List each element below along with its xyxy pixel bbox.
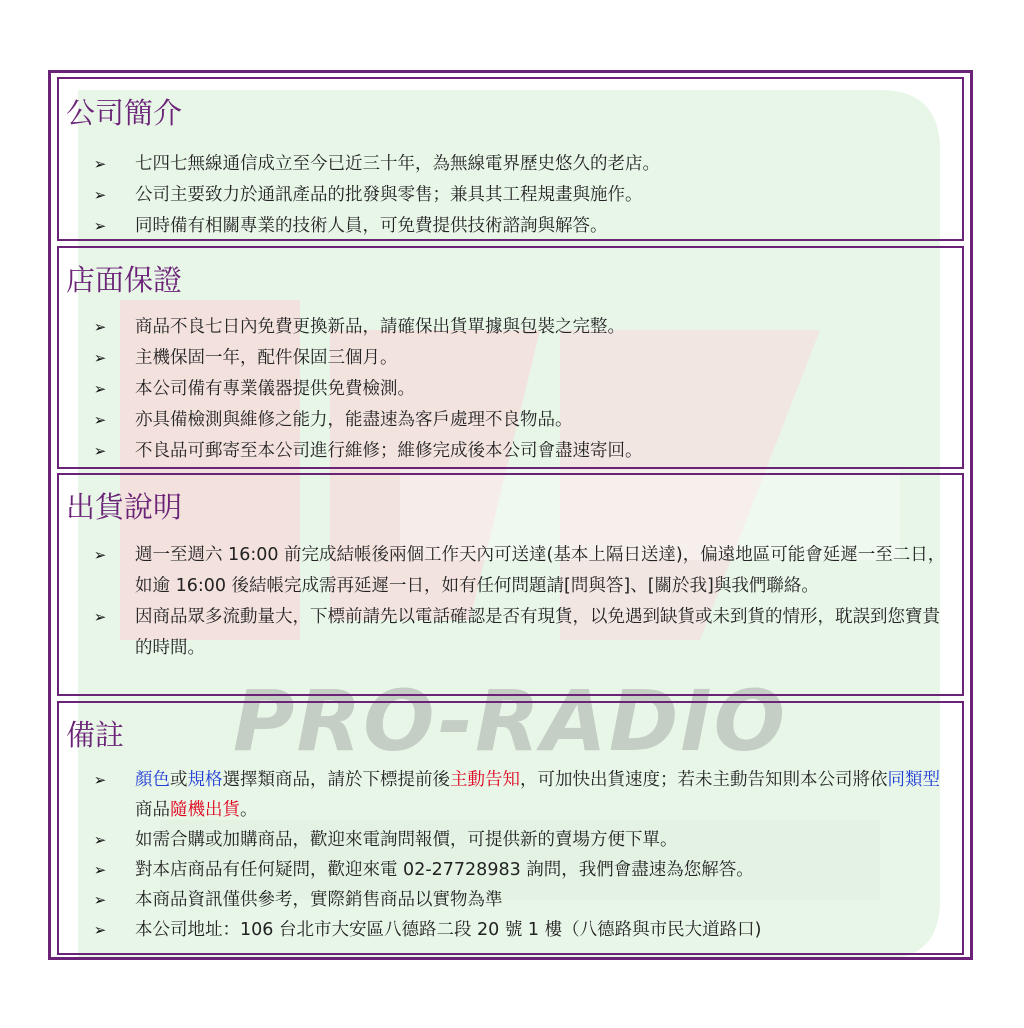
item-list (59, 312, 962, 467)
text-speed: ，可加快出貨速度；若未主動告知則本公司將依 (520, 770, 888, 790)
item-text: 七四七無線通信成立至今已近三十年，為無線電界歷史悠久的老店。 (135, 154, 660, 174)
item-text: 因商品眾多流動量大，下標前請先以電話確認是否有現貨，以免遇到缺貨或未到貨的情形，耽誤到您寶貴的時間。 (135, 607, 940, 658)
list-item (59, 855, 962, 885)
bullet-arrow-icon: ➢ (93, 318, 107, 336)
highlight-notify: 主動告知 (450, 770, 520, 790)
bullet-arrow-icon: ➢ (93, 155, 107, 173)
section-title: 出貨說明 (66, 490, 183, 524)
watermark-text: PRO-RADIO (232, 672, 788, 770)
rich-item-text (135, 770, 940, 820)
section-company-intro (57, 77, 964, 241)
bullet-arrow-icon: ➢ (93, 349, 107, 367)
bullet-arrow-icon: ➢ (93, 861, 107, 879)
item-list (59, 540, 962, 664)
list-item (59, 374, 962, 405)
text-select-products: 選擇類商品，請於下標提前後 (222, 770, 450, 790)
section-title: 公司簡介 (66, 96, 183, 130)
bullet-arrow-icon: ➢ (93, 186, 107, 204)
list-item (59, 915, 962, 945)
item-text: 公司主要致力於通訊產品的批發與零售；兼具其工程規畫與施作。 (135, 185, 643, 205)
bullet-arrow-icon: ➢ (93, 411, 107, 429)
info-frame (48, 70, 973, 960)
bullet-arrow-icon: ➢ (93, 546, 107, 564)
section-title: 備註 (66, 718, 125, 752)
section-store-guarantee (57, 246, 964, 469)
list-item (59, 825, 962, 855)
list-item (59, 180, 962, 211)
item-text: 不良品可郵寄至本公司進行維修；維修完成後本公司會盡速寄回。 (135, 441, 643, 461)
item-text: 對本店商品有任何疑問，歡迎來電 02-27728983 詢問，我們會盡速為您解答。 (135, 860, 754, 880)
item-text: 如需合購或加購商品，歡迎來電詢問報價，可提供新的賣場方便下單。 (135, 830, 678, 850)
section-notes (57, 701, 964, 955)
list-item (59, 765, 962, 825)
list-item (59, 149, 962, 180)
list-item (59, 343, 962, 374)
list-item (59, 885, 962, 915)
bullet-arrow-icon: ➢ (93, 831, 107, 849)
bullet-arrow-icon: ➢ (93, 891, 107, 909)
bullet-arrow-icon: ➢ (93, 217, 107, 235)
item-text: 週一至週六 16:00 前完成結帳後兩個工作天內可送達(基本上隔日送達)，偏遠地區可能會延遲一至二日，如逾 16:00 後結帳完成需再延遲一日，如有任何問題請[問與答]、[關於我]與我們聯絡。 (135, 545, 946, 596)
list-item (59, 405, 962, 436)
highlight-same-type: 同類型 (887, 770, 940, 790)
list-item (59, 211, 962, 242)
item-text: 本公司地址：106 台北市大安區八德路二段 20 號 1 樓（八德路與市民大道路口) (135, 920, 762, 940)
list-item (59, 540, 962, 602)
list-item (59, 312, 962, 343)
bullet-arrow-icon: ➢ (93, 608, 107, 626)
bullet-arrow-icon: ➢ (93, 921, 107, 939)
item-text: 商品不良七日內免費更換新品，請確保出貨單據與包裝之完整。 (135, 317, 625, 337)
bullet-arrow-icon: ➢ (93, 771, 107, 789)
bullet-arrow-icon: ➢ (93, 380, 107, 398)
item-text: 亦具備檢測與維修之能力，能盡速為客戶處理不良物品。 (135, 410, 573, 430)
section-title: 店面保證 (66, 263, 183, 297)
highlight-color: 顏色 (135, 770, 170, 790)
section-shipping-info (57, 473, 964, 696)
list-item (59, 602, 962, 664)
text-or: 或 (170, 770, 188, 790)
item-text: 同時備有相關專業的技術人員，可免費提供技術諮詢與解答。 (135, 216, 608, 236)
item-text: 本商品資訊僅供參考，實際銷售商品以實物為準 (135, 890, 503, 910)
list-item (59, 436, 962, 467)
item-text: 主機保固一年，配件保固三個月。 (135, 348, 398, 368)
item-text: 本公司備有專業儀器提供免費檢測。 (135, 379, 415, 399)
item-list (59, 765, 962, 945)
highlight-random-ship: 隨機出貨 (170, 800, 240, 820)
item-list (59, 149, 962, 242)
bullet-arrow-icon: ➢ (93, 442, 107, 460)
text-product: 商品 (135, 800, 170, 820)
highlight-spec: 規格 (187, 770, 223, 790)
text-period: 。 (240, 800, 258, 820)
